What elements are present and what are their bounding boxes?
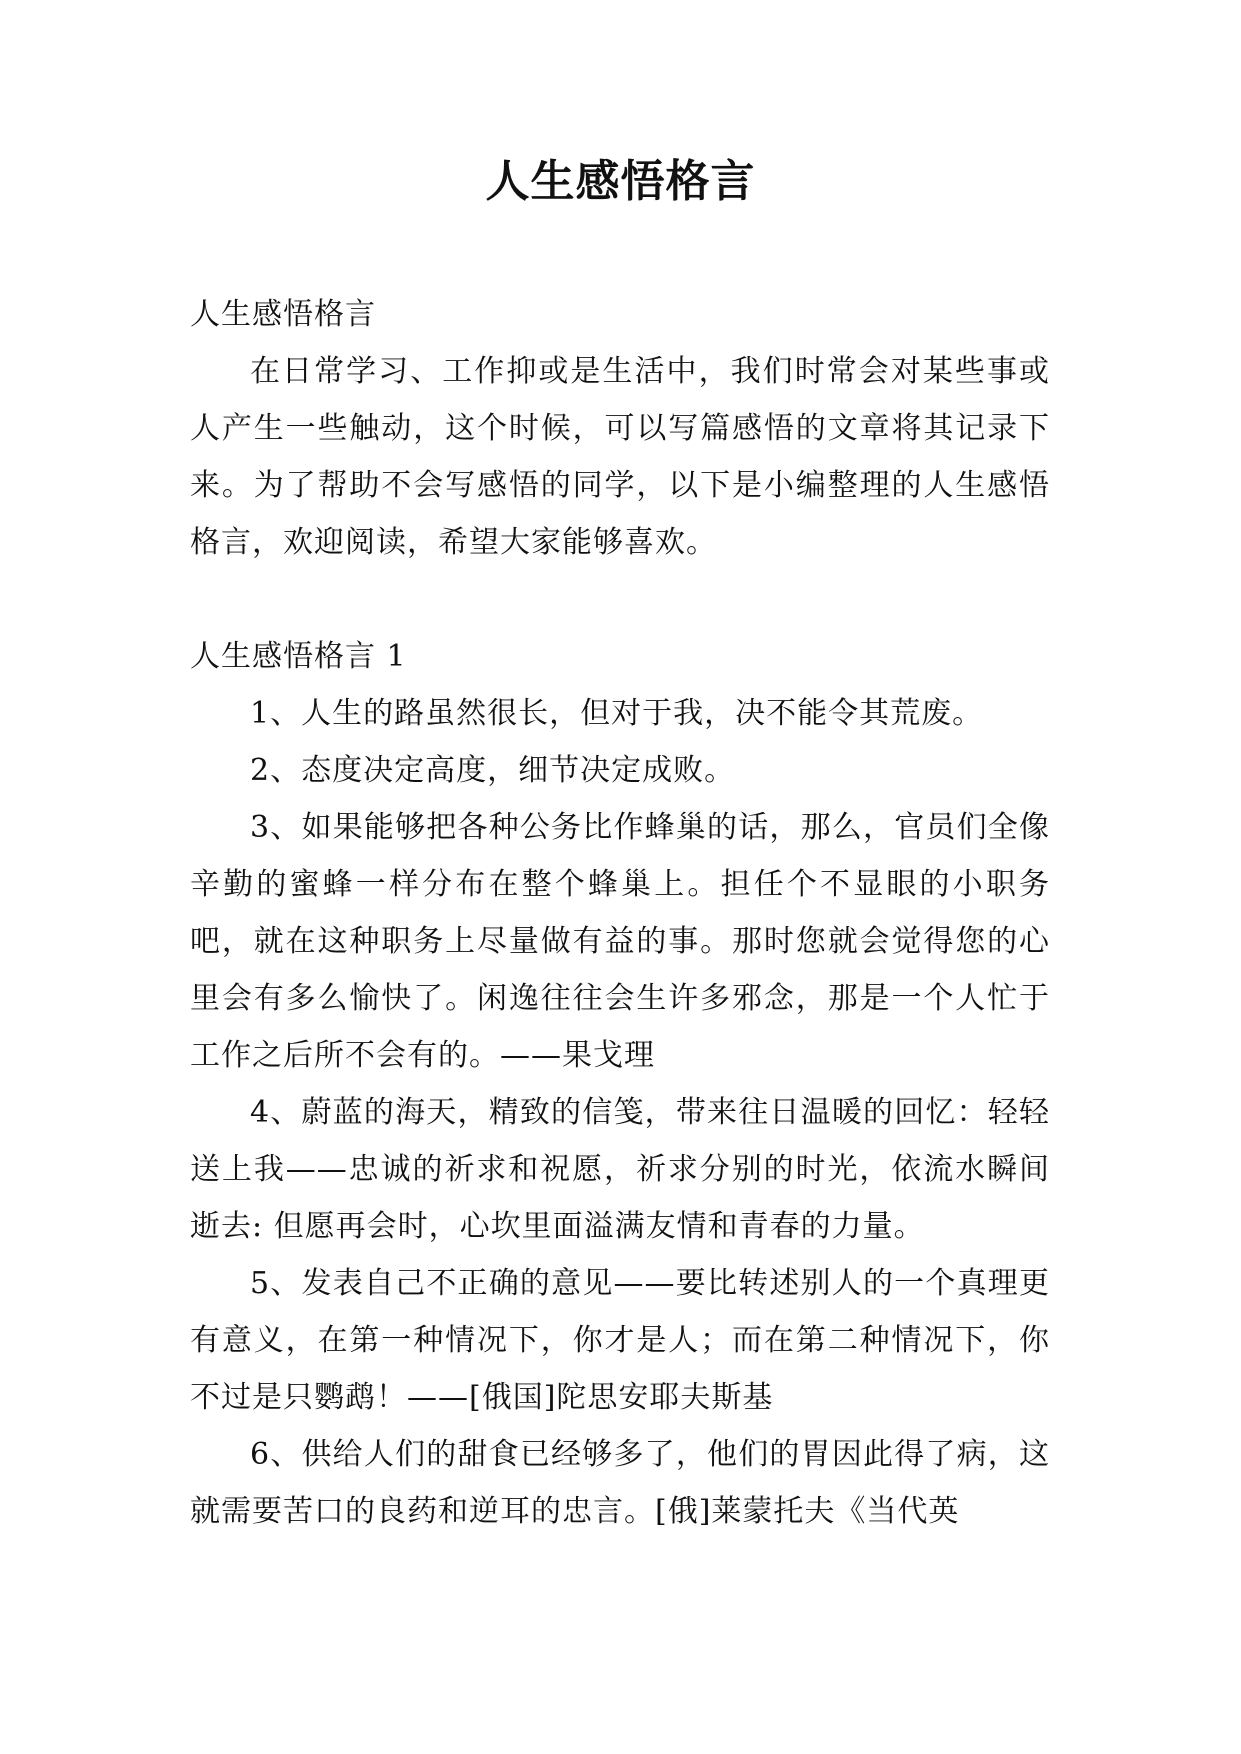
document-body: [190, 286, 1050, 1540]
section-heading: 人生感悟格言 1: [190, 639, 407, 674]
quote-item-6: 6、供给人们的甜食已经够多了，他们的胃因此得了病，这就需要苦口的良药和逆耳的忠言。[俄]莱蒙托夫《当代英: [190, 1437, 1050, 1529]
page-title: 人生感悟格言: [485, 156, 756, 207]
intro-paragraph: 在日常学习、工作抑或是生活中，我们时常会对某些事或人产生一些触动，这个时候，可以写篇感悟的文章将其记录下来。为了帮助不会写感悟的同学，以下是小编整理的人生感悟格言，欢迎阅读，希望大家能够喜欢。: [190, 354, 1050, 560]
quote-item-1: 1、人生的路虽然很长，但对于我，决不能令其荒废。: [250, 696, 984, 731]
quote-item-2: 2、态度决定高度，细节决定成败。: [250, 753, 736, 788]
quote-item-5: 5、发表自己不正确的意见——要比转述别人的一个真理更有意义，在第一种情况下，你才是人；而在第二种情况下，你不过是只鹦鹉！——[俄国]陀思安耶夫斯基: [190, 1266, 1050, 1415]
quote-item-4: 4、蔚蓝的海天，精致的信笺，带来往日温暖的回忆：轻轻送上我——忠诚的祈求和祝愿，祈求分别的时光，依流水瞬间逝去: 但愿再会时，心坎里面溢满友情和青春的力量。: [190, 1095, 1050, 1244]
quote-item-3: 3、如果能够把各种公务比作蜂巢的话，那么，官员们全像辛勤的蜜蜂一样分布在整个蜂巢上。担任个不显眼的小职务吧，就在这种职务上尽量做有益的事。那时您就会觉得您的心里会有多么愉快了。闲逸往往会生许多邪念，那是一个人忙于工作之后所不会有的。——果戈理: [190, 810, 1050, 1073]
intro-heading: 人生感悟格言: [190, 297, 376, 332]
